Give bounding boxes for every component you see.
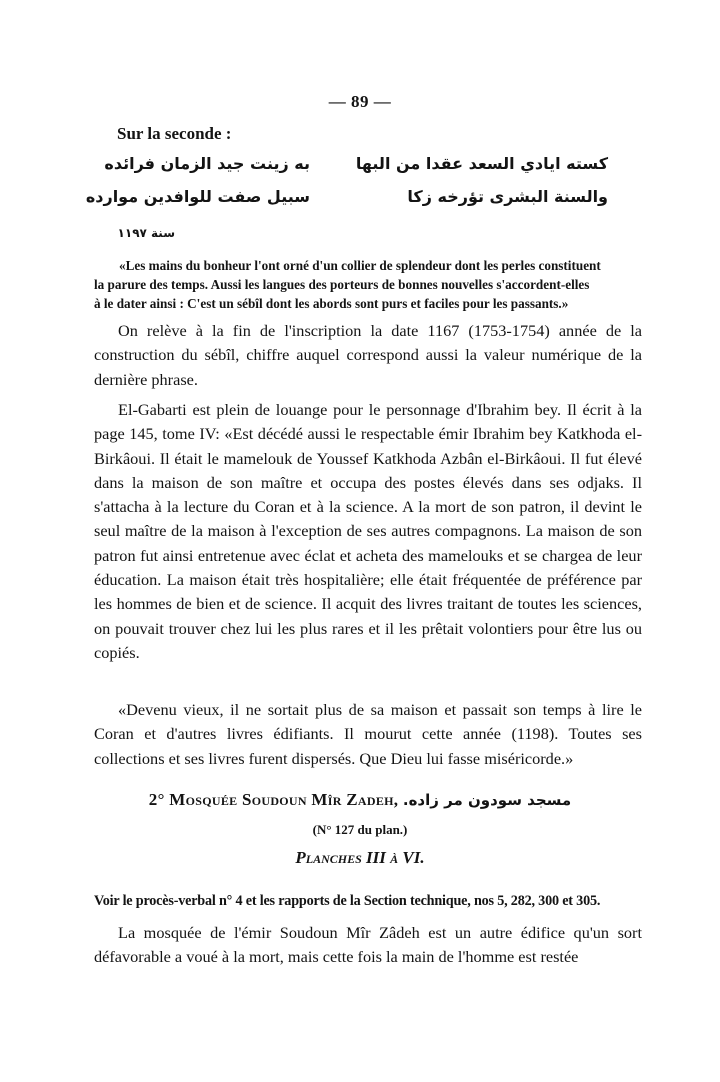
poem-verse-2a: والسنة البشرى تؤرخه زكا <box>407 187 608 206</box>
translation-line: «Les mains du bonheur l'ont orné d'un collier de splendeur dont les perles constituent <box>119 258 601 273</box>
plates-reference: Planches III à VI. <box>295 848 425 867</box>
section-title-arabic: مسجد سودون مر زاده. <box>402 791 572 809</box>
translation-line: à le dater ainsi : C'est un sébîl dont les abords sont purs et faciles pour les passants.» <box>94 296 569 311</box>
poem-verse-1a: كسته ايادي السعد عقدا من البها <box>355 154 608 173</box>
intro-line: Sur la seconde : <box>117 124 232 143</box>
poem-date: سنة ١١٩٧ <box>117 226 175 240</box>
paragraph-text: On relève à la fin de l'inscription la date 1167 (1753-1754) année de la construction du sébîl, chiffre auquel correspond aussi la valeur numérique de la dernière phrase. <box>94 321 642 389</box>
paragraph-text: La mosquée de l'émir Soudoun Mîr Zâdeh est un autre édifice qu'un sort défavorable a voué à la mort, mais cette fois la main de l'homme est restée <box>94 923 642 967</box>
poem-translation <box>94 256 642 313</box>
section-number: 2° <box>148 790 165 809</box>
plan-reference: (N° 127 du plan.) <box>312 822 408 837</box>
translation-line: la parure des temps. Aussi les langues des porteurs de bonnes nouvelles s'accordent-elles <box>94 277 590 292</box>
paragraph-quote <box>94 698 642 771</box>
paragraph-text: El-Gabarti est plein de louange pour le personnage d'Ibrahim bey. Il écrit à la page 145, tome IV: «Est décédé aussi le respectable émir Ibrahim bey Katkhoda el-Birkâoui. Il était le mamelouk de Youssef Katkhoda Azbân el-Birkâoui. Il fut élevé dans la maison de son maître et occupa des postes élevés dans ses odjaks. Il s'attacha à la lecture du Coran et à la science. A la mort de son patron, il devint le seul maître de la maison à l'exception de ses autres compagnons. La maison de son patron fut ainsi entretenue avec éclat et acheta des mamelouks et se chargea de leur éducation. La maison était très hospitalière; elle était fréquentée de préférence par les hommes de bien et de science. Il acquit des livres traitant de toutes les sciences, on pouvait trouver chez lui les plus rares et il les prêtait volontiers pour être lus ou copiés. <box>94 400 642 662</box>
page-number: — 89 — <box>328 92 392 111</box>
report-reference: Voir le procès-verbal n° 4 et les rapports de la Section technique, nos 5, 282, 300 et 305. <box>94 893 601 909</box>
poem-verse-2b: سبيل صفت للوافدين موارده <box>85 187 310 206</box>
section-heading <box>0 790 720 810</box>
paragraph-date <box>94 319 642 392</box>
paragraph-gabarti <box>94 398 642 665</box>
poem-verse-1b: به زينت جيد الزمان فرائده <box>104 154 310 173</box>
paragraph-mosque <box>94 921 642 970</box>
paragraph-text: «Devenu vieux, il ne sortait plus de sa maison et passait son temps à lire le Coran et d'autres livres édifiants. Il mourut cette année (1198). Toutes ses collections et ses livres furent dispersés. Que Dieu lui fasse miséricorde.» <box>94 700 642 768</box>
section-title: Mosquée Soudoun Mîr Zadeh, <box>169 790 399 809</box>
